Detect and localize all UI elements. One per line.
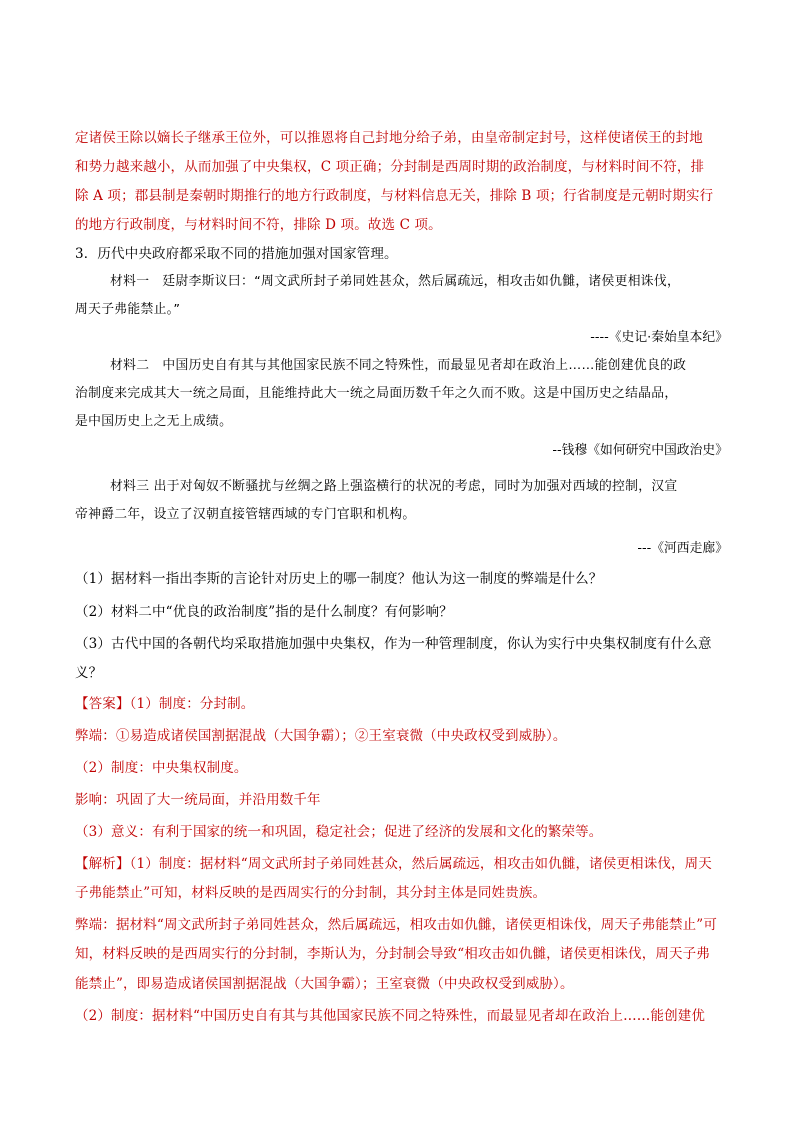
material1-line: 周天子弗能禁止。”: [75, 302, 181, 317]
analysis-line: 知，材料反映的是西周实行的分封制，李斯认为，分封制会导致“相攻击如仇雠，诸侯更相诛伐，周天子弗: [75, 946, 710, 962]
material3-source: ---《河西走廊》: [637, 541, 728, 556]
question-stem: 3．历代中央政府都采取不同的措施加强对国家管理。: [75, 246, 398, 262]
material2-source: --钱穆《如何研究中国政治史》: [552, 443, 728, 458]
analysis-line: （2）制度：据材料“中国历史自有其与其他国家民族不同之特殊性，而最显见者却在政治上……能创建优: [75, 1008, 706, 1024]
material1-line: 材料一 廷尉李斯议曰：“周文武所封子弟同姓甚众，然后属疏远，相攻击如仇雠，诸侯更相诛伐，: [110, 274, 681, 289]
prev-analysis-line: 和势力越来越小，从而加强了中央集权，C 项正确；分封制是西周时期的政治制度，与材料时间不符，排: [75, 159, 705, 175]
prev-analysis-line: 的地方行政制度，与材料时间不符，排除 D 项。故选 C 项。: [75, 217, 442, 233]
sub-question: 义？: [75, 665, 103, 681]
analysis-line: 【解析】（1）制度：据材料“周文武所封子弟同姓甚众，然后属疏远，相攻击如仇雠，诸侯更相诛伐，周天: [75, 856, 712, 872]
material3-line: 帝神爵二年，设立了汉朝直接管辖西域的专门官职和机构。: [75, 507, 416, 522]
answer-line: （3）意义：有利于国家的统一和巩固，稳定社会；促进了经济的发展和文化的繁荣等。: [75, 824, 603, 840]
analysis-line: 弊端：据材料“周文武所封子弟同姓甚众，然后属疏远，相攻击如仇雠，诸侯更相诛伐，周天子弗能禁止”可: [75, 917, 718, 933]
material3-line: 材料三 出于对匈奴不断骚扰与丝绸之路上强盗横行的状况的考虑，同时为加强对西域的控制，汉宣: [110, 479, 678, 494]
answer-line: （2）制度：中央集权制度。: [75, 760, 248, 776]
prev-analysis-line: 除 A 项；郡县制是秦朝时期推行的地方行政制度，与材料信息无关，排除 B 项；行省制度是元朝时期实行: [75, 188, 714, 204]
answer-line: 【答案】（1）制度：分封制。: [75, 696, 255, 712]
material2-line: 是中国历史上之无上成绩。: [75, 414, 233, 429]
sub-question: （3）古代中国的各朝代均采取措施加强中央集权，作为一种管理制度，你认为实行中央集权制度有什么意: [75, 636, 712, 652]
sub-question: （2）材料二中“优良的政治制度”指的是什么制度？有何影响？: [75, 604, 453, 620]
sub-question: （1）据材料一指出李斯的言论针对历史上的哪一制度？他认为这一制度的弊端是什么？: [75, 571, 603, 587]
answer-line: 弊端：①易造成诸侯国割据混战（大国争霸）；②王室衰微（中央政权受到威胁）。: [75, 728, 567, 744]
answer-line: 影响：巩固了大一统局面，并沿用数千年: [75, 792, 321, 808]
prev-analysis-line: 定诸侯王除以嫡长子继承王位外，可以推恩将自己封地分给子弟，由皇帝制定封号，这样使诸侯王的封地: [75, 130, 703, 146]
material2-line: 治制度来完成其大一统之局面，且能维持此大一统之局面历数千年之久而不败。这是中国历史之结晶品，: [75, 386, 678, 401]
analysis-line: 子弗能禁止”可知，材料反映的是西周实行的分封制，其分封主体是同姓贵族。: [75, 885, 547, 901]
material1-source: ----《史记·秦始皇本纪》: [590, 330, 728, 345]
analysis-line: 能禁止”，即易造成诸侯国割据混战（大国争霸）；王室衰微（中央政权受到威胁）。: [75, 976, 574, 992]
material2-line: 材料二 中国历史自有其与其他国家民族不同之特殊性，而最显见者却在政治上……能创建优良的政: [110, 358, 687, 373]
